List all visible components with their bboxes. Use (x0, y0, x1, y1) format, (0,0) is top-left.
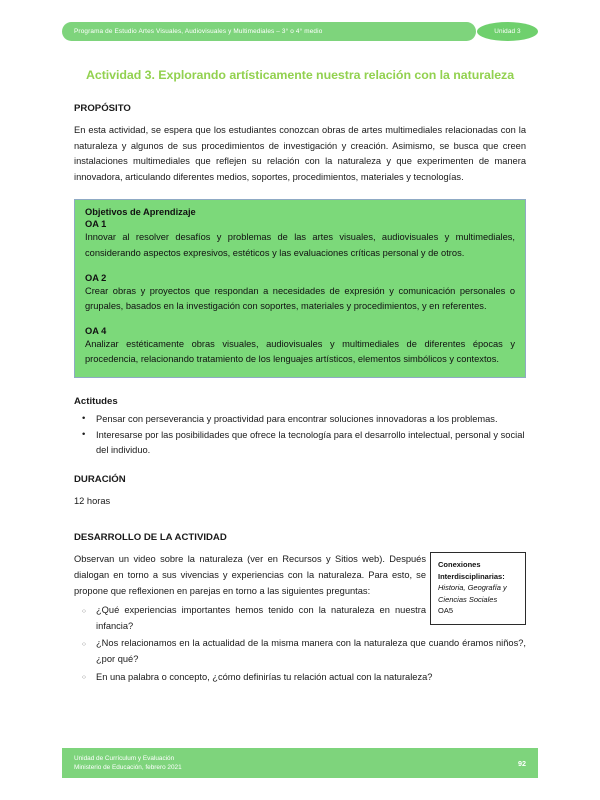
duracion-value: 12 horas (74, 496, 111, 507)
program-title: Programa de Estudio Artes Visuales, Audiovisuales y Multimediales – 3° o 4° medio (74, 28, 323, 35)
footer-line-2: Ministerio de Educación, febrero 2021 (74, 764, 182, 771)
oa-text: Analizar estéticamente obras visuales, audiovisuales y multimediales de diferentes épocas y procedencia, relacionando tratamiento de los lenguajes artísticos, elementos simbólicos y contextos. (85, 339, 515, 365)
oa-item (85, 273, 515, 314)
page-title: Actividad 3. Explorando artísticamente nuestra relación con la naturaleza (85, 68, 515, 82)
oa-item (85, 219, 515, 260)
desarrollo-section (74, 552, 526, 685)
oa-code: OA 2 (85, 272, 107, 283)
list-item: ○ En una palabra o concepto, ¿cómo definirías tu relación actual con la naturaleza? (74, 670, 526, 686)
actitudes-heading: Actitudes (74, 395, 118, 407)
conexiones-interdisciplinarias-box (430, 552, 526, 625)
proposito-paragraph: En esta actividad, se espera que los estudiantes conozcan obras de artes multimediales relacionadas con la naturaleza y algunos de sus procedimientos de investigación y creación. Asimismo, se busca que creen instalaciones multimediales que reflejen su relación con la naturaleza y que experimenten de manera innovadora, articulando diferentes medios, soportes, procedimientos, materiales y tecnologías. (74, 125, 526, 182)
actitudes-list (74, 412, 526, 459)
objetivos-aprendizaje-box (74, 199, 526, 377)
conexiones-subject-line2: Ciencias Sociales (438, 594, 498, 604)
conexiones-oa-code: OA5 (438, 606, 454, 616)
list-item: • Interesarse por las posibilidades que ofrece la tecnología para el desarrollo intelectual, personal y social del individuo. (74, 428, 526, 458)
unit-badge-label: Unidad 3 (494, 28, 521, 35)
footer-text (74, 754, 182, 773)
page-number: 92 (518, 758, 526, 768)
desarrollo-paragraph: Observan un video sobre la naturaleza (ver en Recursos y Sitios web). Después dialogan en torno a sus vivencias y experiencias con la naturaleza. Para esto, se propone que reflexionen en parejas en torno a las siguientes preguntas: (74, 554, 426, 596)
document-content (74, 103, 526, 687)
oa-text: Innovar al resolver desafíos y problemas de las artes visuales, audiovisuales y multimediales, considerando aspectos expresivos, estéticos y las evaluaciones críticas personal y de otros. (85, 232, 515, 258)
conexiones-title-line2: Interdisciplinarias: (438, 571, 505, 581)
objetivos-box-title: Objetivos de Aprendizaje (85, 207, 196, 218)
page-header-bar (62, 22, 476, 41)
conexiones-title-line1: Conexiones (438, 560, 481, 570)
list-item: ○ ¿Qué experiencias importantes hemos tenido con la naturaleza en nuestra infancia? (74, 603, 426, 634)
list-item: • Pensar con perseverancia y proactividad para encontrar soluciones innovadoras a los problemas. (74, 412, 526, 427)
oa-item (85, 326, 515, 367)
conexiones-subject-line1: Historia, Geografía y (438, 583, 507, 593)
unit-badge (477, 22, 538, 41)
list-item: ○ ¿Nos relacionamos en la actualidad de la misma manera con la naturaleza que cuando éramos niños?, ¿por qué? (74, 636, 526, 667)
oa-code: OA 4 (85, 326, 107, 337)
oa-text: Crear obras y proyectos que respondan a necesidades de expresión y comunicación personales o grupales, basados en la investigación con soportes, materiales y procedimientos, y en referentes. (85, 285, 515, 311)
oa-code: OA 1 (85, 219, 107, 230)
proposito-heading: PROPÓSITO (74, 103, 131, 114)
footer-line-1: Unidad de Currículum y Evaluación (74, 754, 175, 762)
desarrollo-heading: DESARROLLO DE LA ACTIVIDAD (74, 532, 227, 544)
duracion-heading: DURACIÓN (74, 474, 126, 486)
page-footer-bar (62, 748, 538, 778)
